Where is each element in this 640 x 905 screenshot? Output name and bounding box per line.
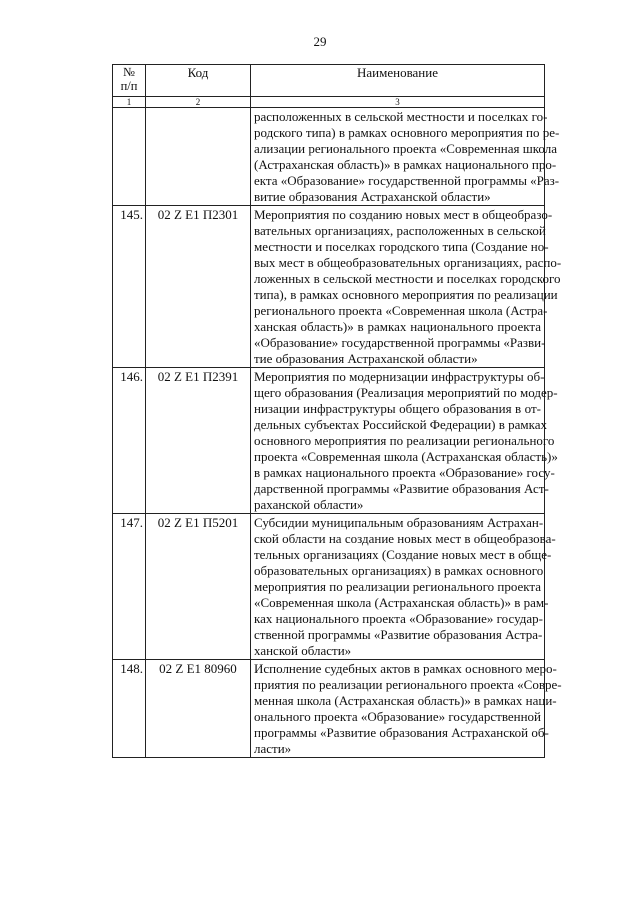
name-line: витие образования Астраханской области» — [254, 189, 491, 204]
name-line: «Современная школа (Астраханская область)» в рам- — [254, 595, 549, 610]
name-line: ской области на создание новых мест в общеобразова- — [254, 531, 556, 546]
name-line: Мероприятия по созданию новых мест в общеобразо- — [254, 207, 553, 222]
name-line: вательных организациях, расположенных в сельской — [254, 223, 546, 238]
name-line: родского типа) в рамках основного мероприятия по ре- — [254, 125, 560, 140]
name-line: дарственной программы «Развитие образования Аст- — [254, 481, 549, 496]
row-name — [251, 206, 562, 368]
row-code: 02 Z E1 П2391 — [146, 368, 251, 514]
name-line: «Образование» государственной программы «Разви- — [254, 335, 546, 350]
row-name — [251, 514, 556, 660]
row-name — [251, 368, 558, 514]
name-line: (Астраханская область)» в рамках национального про- — [254, 157, 557, 172]
name-line: местности и поселках городского типа (Создание но- — [254, 239, 549, 254]
column-index-row — [113, 97, 545, 108]
name-line: тие образования Астраханской области» — [254, 351, 478, 366]
name-line: проекта «Современная школа (Астраханская область)» — [254, 449, 558, 464]
name-line: программы «Развитие образования Астраханской об- — [254, 725, 549, 740]
row-code: 02 Z E1 П5201 — [146, 514, 251, 660]
name-line: приятия по реализации регионального проекта «Совре- — [254, 677, 562, 692]
name-line: образовательных организациях) в рамках основного — [254, 563, 544, 578]
name-line: расположенных в сельской местности и поселках го- — [254, 109, 548, 124]
name-line: онального проекта «Образование» государственной — [254, 709, 542, 724]
name-line: ализации регионального проекта «Современная школа — [254, 141, 558, 156]
column-index: 3 — [251, 97, 545, 108]
name-line: ласти» — [254, 741, 292, 756]
name-line: ханской области» — [254, 643, 352, 658]
name-line: Субсидии муниципальным образованиям Астрахан- — [254, 515, 544, 530]
header-name: Наименование — [251, 65, 545, 97]
name-line: ложенных в сельской местности и поселках городского — [254, 271, 561, 286]
name-line: щего образования (Реализация мероприятий по модер- — [254, 385, 558, 400]
name-line: мероприятия по реализации регионального проекта — [254, 579, 541, 594]
name-line: ственной программы «Развитие образования Астра- — [254, 627, 543, 642]
row-code: 02 Z E1 П2301 — [146, 206, 251, 368]
row-number: 148. — [113, 660, 146, 758]
budget-classification-table — [112, 64, 562, 758]
row-number — [113, 108, 146, 206]
table-row — [113, 660, 545, 758]
row-number: 147. — [113, 514, 146, 660]
table-row — [113, 108, 545, 206]
table-row — [113, 514, 545, 660]
name-line: Мероприятия по модернизации инфраструктуры об- — [254, 369, 545, 384]
header-num — [113, 65, 146, 97]
table-row — [113, 206, 545, 368]
name-line: типа), в рамках основного мероприятия по реализации — [254, 287, 558, 302]
name-line: менная школа (Астраханская область)» в рамках наци- — [254, 693, 557, 708]
header-num-line2: п/п — [120, 79, 138, 93]
table-row — [113, 368, 545, 514]
name-line: ханская область)» в рамках национального проекта — [254, 319, 541, 334]
name-line: низации инфраструктуры общего образования в от- — [254, 401, 541, 416]
name-line: вых мест в общеобразовательных организациях, распо- — [254, 255, 562, 270]
name-line: в рамках национального проекта «Образование» госу- — [254, 465, 555, 480]
row-name — [251, 660, 562, 758]
name-line: Исполнение судебных актов в рамках основного меро- — [254, 661, 557, 676]
row-code — [146, 108, 251, 206]
header-code: Код — [146, 65, 251, 97]
row-number: 145. — [113, 206, 146, 368]
name-line: екта «Образование» государственной программы «Раз- — [254, 173, 560, 188]
name-line: основного мероприятия по реализации регионального — [254, 433, 555, 448]
column-index: 1 — [113, 97, 146, 108]
header-num-line1: № — [123, 65, 135, 79]
column-index: 2 — [146, 97, 251, 108]
name-line: регионального проекта «Современная школа (Астра- — [254, 303, 548, 318]
name-line: ках национального проекта «Образование» государ- — [254, 611, 543, 626]
page-number: 29 — [313, 34, 327, 49]
name-line: тельных организациях (Создание новых мест в обще- — [254, 547, 552, 562]
name-line: раханской области» — [254, 497, 364, 512]
row-code: 02 Z E1 80960 — [146, 660, 251, 758]
row-number: 146. — [113, 368, 146, 514]
name-line: дельных субъектах Российской Федерации) в рамках — [254, 417, 548, 432]
table-header-row — [113, 65, 545, 97]
row-name — [251, 108, 560, 206]
